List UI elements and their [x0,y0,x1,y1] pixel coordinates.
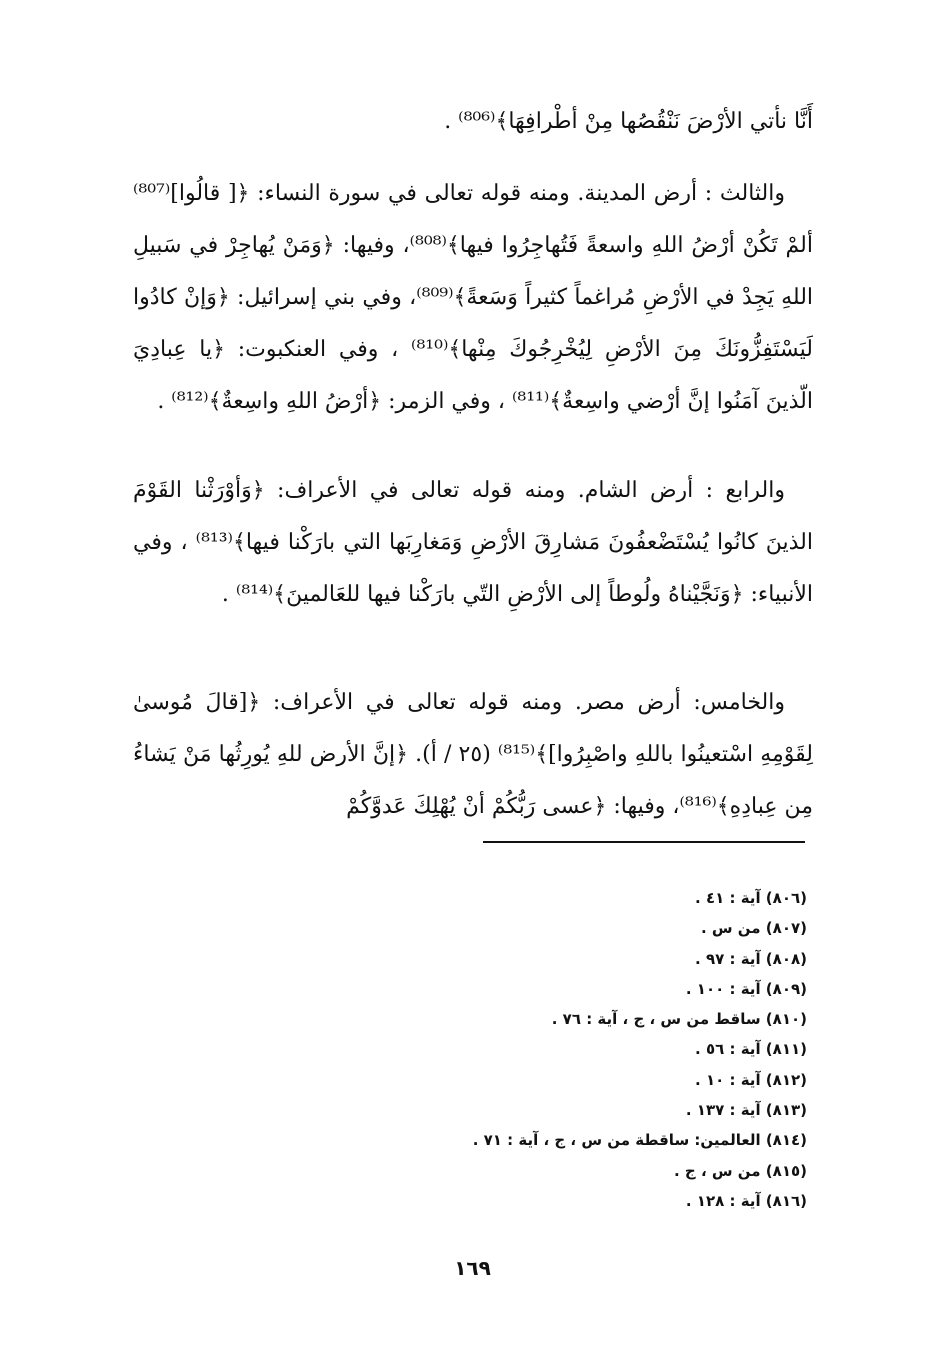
footnote-809: (٨٠٩) آية : ١٠٠ . [685,979,807,998]
paragraph-third-meaning [133,168,813,428]
paragraph-text: والثالث : أرض المدينة. ومنه قوله تعالى في سورة النساء: ﴿[ قالُوا]⁽⁸⁰⁷⁾ ألمْ تَكُنْ أرْضُ اللهِ واسعةً فَتُهاجِرُوا فيها﴾⁽⁸⁰⁸⁾، وفيها: ﴿وَمَنْ يُهاجِرْ في سَبيلِ اللهِ يَجِدْ في الأرْضِ مُراغماً كثيراً وَسَعةً﴾⁽⁸⁰⁹⁾، وفي بني إسرائيل: ﴿وَإنْ كادُوا لَيَسْتَفِزُّونَكَ مِنَ الأرْضِ لِيُخْرِجُوكَ مِنْها﴾⁽⁸¹⁰⁾ ، وفي العنكبوت: ﴿يا عِبادِيَ الّذينَ آمَنُوا إنَّ أرْضي واسِعةٌ﴾⁽⁸¹¹⁾ ، وفي الزمر: ﴿أرْضُ اللهِ واسِعةٌ﴾⁽⁸¹²⁾ . [133,181,814,414]
footnote-814: (٨١٤) العالمين: ساقطة من س ، ج ، آية : ٧١ . [472,1131,807,1150]
footnote-808: (٨٠٨) آية : ٩٧ . [695,949,807,968]
footnote-807: (٨٠٧) من س . [700,919,807,938]
paragraph-fourth-meaning [133,465,813,621]
footnote-806: (٨٠٦) آية : ٤١ . [695,889,807,907]
footnote-divider [483,841,805,843]
footnote-810: (٨١٠) ساقط من س ، ج ، آية : ٧٦ . [551,1010,807,1029]
paragraph-continuation [133,96,813,148]
footnote-813: (٨١٣) آية : ١٣٧ . [685,1101,807,1120]
footnote-815: (٨١٥) من س ، ج . [674,1161,807,1180]
footnote-811: (٨١١) آية : ٥٦ . [695,1040,807,1059]
paragraph-fifth-meaning [133,677,813,833]
paragraph-text: والخامس: أرض مصر. ومنه قوله تعالى في الأعراف: ﴿[قالَ مُوسىٰ لِقَوْمِهِ اسْتعينُوا باللهِ واصْبِرُوا]﴾⁽⁸¹⁵⁾ (٢٥ / أ). ﴿إنَّ الأرض للهِ يُورِثُها مَنْ يَشاءُ مِن عِبادِهِ﴾⁽⁸¹⁶⁾، وفيها: ﴿عسى رَبُّكُمْ أنْ يُهْلِكَ عَدوَّكُمْ [133,690,813,819]
footnote-812: (٨١٢) آية : ١٠ . [695,1070,807,1089]
page-number: ١٦٩ [454,1256,491,1280]
paragraph-text: والرابع : أرض الشام. ومنه قوله تعالى في الأعراف: ﴿وَأوْرَثْنا القَوْمَ الذينَ كانُوا يُسْتَضْعفُونَ مَشارِقَ الأرْضِ وَمَغارِبَها التي بارَكْنا فيها﴾⁽⁸¹³⁾ ، وفي الأنبياء: ﴿وَنَجَّيْناهُ ولُوطاً إلى الأرْضِ التّي بارَكْنا فيها للعَالمينَ﴾⁽⁸¹⁴⁾ . [133,478,813,607]
footnotes-list [287,883,807,1216]
paragraph-text: أَنَّا نأتي الأرْضَ نَنْقُصُها مِنْ أطْرافِهَا﴾⁽⁸⁰⁶⁾ . [444,109,813,134]
footnote-816: (٨١٦) آية : ١٢٨ . [685,1191,807,1210]
